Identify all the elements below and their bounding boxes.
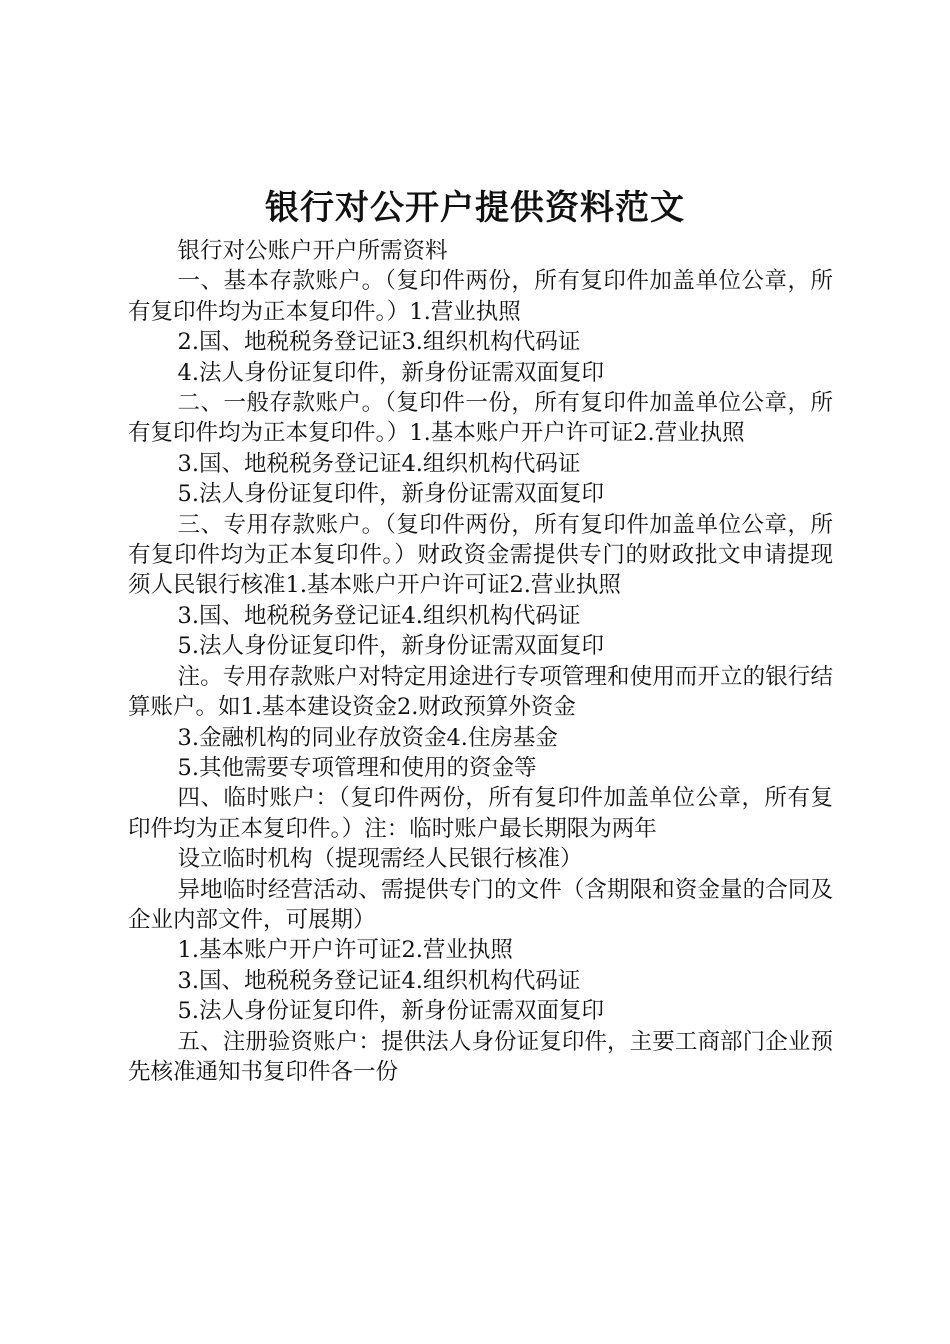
paragraph: 二、一般存款账户。（复印件一份，所有复印件加盖单位公章，所有复印件均为正本复印件。）1.基本账户开户许可证2.营业执照 [128, 390, 833, 447]
paragraph: 银行对公账户开户所需资料 [177, 238, 448, 264]
paragraph: 5.其他需要专项管理和使用的资金等 [177, 754, 537, 781]
paragraph: 注。专用存款账户对特定用途进行专项管理和使用而开立的银行结算账户。如1.基本建设资金2.财政预算外资金 [128, 663, 833, 721]
paragraph: 3.金融机构的同业存放资金4.住房基金 [177, 724, 558, 751]
paragraph: 3.国、地税税务登记证4.组织机构代码证 [177, 967, 581, 994]
paragraph: 5.法人身份证复印件，新身份证需双面复印 [177, 998, 604, 1025]
paragraph: 异地临时经营活动、需提供专门的文件（含期限和资金量的合同及企业内部文件，可展期） [128, 876, 833, 933]
paragraph: 4.法人身份证复印件，新身份证需双面复印 [177, 359, 604, 386]
paragraph: 2.国、地税税务登记证3.组织机构代码证 [177, 329, 581, 356]
document-body [128, 236, 833, 1087]
paragraph: 五、注册验资账户：提供法人身份证复印件，主要工商部门企业预先核准通知书复印件各一份 [128, 1028, 833, 1085]
paragraph: 3.国、地税税务登记证4.组织机构代码证 [177, 450, 581, 477]
paragraph: 5.法人身份证复印件，新身份证需双面复印 [177, 481, 604, 508]
paragraph: 5.法人身份证复印件，新身份证需双面复印 [177, 633, 604, 660]
paragraph: 一、基本存款账户。（复印件两份，所有复印件加盖单位公章，所有复印件均为正本复印件。）1.营业执照 [128, 268, 833, 325]
document-title: 银行对公开户提供资料范文 [265, 188, 685, 228]
paragraph: 3.国、地税税务登记证4.组织机构代码证 [177, 602, 581, 629]
paragraph: 三、专用存款账户。（复印件两份，所有复印件加盖单位公章，所有复印件均为正本复印件。）财政资金需提供专门的财政批文申请提现须人民银行核准1.基本账户开户许可证2.营业执照 [128, 511, 833, 599]
paragraph: 四、临时账户：（复印件两份，所有复印件加盖单位公章，所有复印件均为正本复印件。）注：临时账户最长期限为两年 [128, 785, 833, 842]
paragraph: 设立临时机构（提现需经人民银行核准） [177, 846, 583, 873]
paragraph: 1.基本账户开户许可证2.营业执照 [177, 937, 513, 964]
